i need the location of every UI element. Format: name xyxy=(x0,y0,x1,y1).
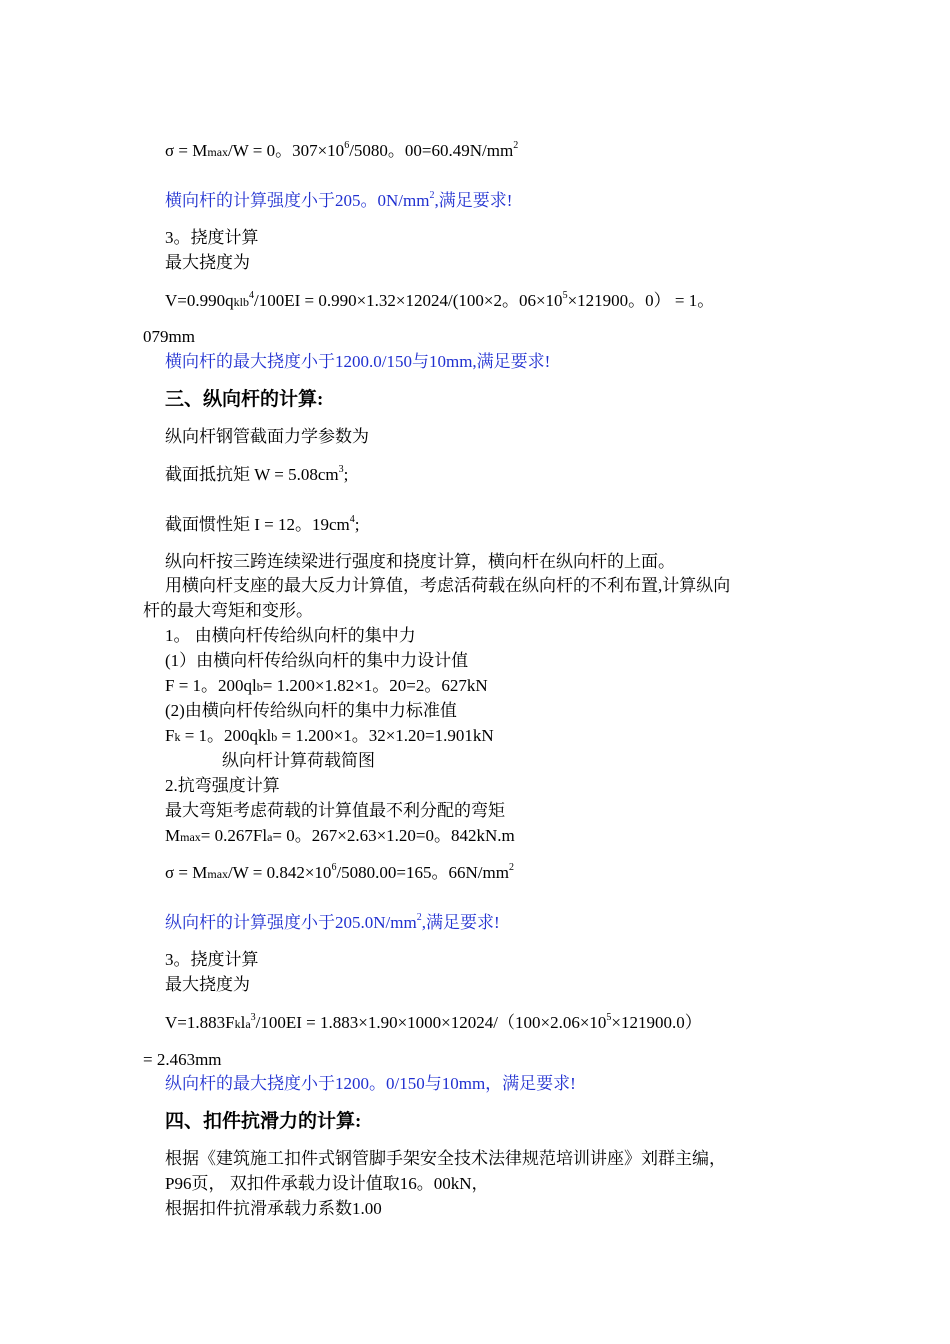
note-stress-longitudinal-ok: 纵向杆的计算强度小于$205.0N/mm^2$,满足要求! xyxy=(165,912,500,932)
formula-force-standard: Fk = 1。200qklb = 1.200×1。32×1.20=1.901kN xyxy=(165,726,494,745)
text-max-deflection: 最大挠度为 xyxy=(165,253,250,272)
text-section-params: 纵向杆钢管截面力学参数为 xyxy=(165,427,369,446)
formula-moment: Mmax= 0.267Fla= 0。267×2.63×1.20=0。842kN.m xyxy=(165,826,515,845)
note-stress-transverse-ok: 横向杆的计算强度小于205。$0N/mm^2$,满足要求! xyxy=(165,190,513,210)
text-max-deflection: 最大挠度为 xyxy=(165,975,250,994)
formula-stress-longitudinal: $\sigma = Mmax/W = 0.842\times 10^6/5080.00=165$。$66N/mm^2$ xyxy=(165,862,514,882)
formula-deflection-transverse: V=0.990qklb$^4$/100EI = 0.990×1.32×12024/(100×2。$06\times 10^5\times 121900$。0） = 1。 xyxy=(165,290,715,310)
subheading-deflection: 3。挠度计算 xyxy=(165,228,259,247)
section-heading-fastener: 四、扣件抗滑力的计算: xyxy=(165,1111,362,1132)
formula-deflection-transverse-cont: 079mm xyxy=(143,327,195,346)
text-max-moment: 最大弯矩考虑荷载的计算值最不利分配的弯矩 xyxy=(165,801,505,820)
text-design-value: (1）由横向杆传给纵向杆的集中力设计值 xyxy=(165,651,469,670)
formula-force-design: F = 1。200qlb= 1.200×1.82×1。20=2。627kN xyxy=(165,676,488,695)
paragraph-line: P96页， 双扣件承载力设计值取16。00kN， xyxy=(165,1174,489,1193)
caption-load-diagram: 纵向杆计算荷载简图 xyxy=(222,751,375,770)
formula-stress-transverse: σ = Mmax/W = 0。$307\times 10^6/5080$。$00=60.49N/mm^2$ xyxy=(165,140,519,160)
paragraph-line: 杆的最大弯矩和变形。 xyxy=(143,601,313,620)
paragraph-line: 根据《建筑施工扣件式钢管脚手架安全技术法律规范培训讲座》刘群主编， xyxy=(165,1149,726,1168)
note-deflection-longitudinal-ok: 纵向杆的最大挠度小于1200。0/150与10mm，满足要求! xyxy=(165,1074,576,1093)
subheading-bending: 2.抗弯强度计算 xyxy=(165,776,280,795)
formula-deflection-longitudinal-cont: = 2.463mm xyxy=(143,1050,222,1069)
paragraph-line: 用横向杆支座的最大反力计算值，考虑活荷载在纵向杆的不利布置,计算纵向 xyxy=(165,576,731,595)
paragraph-line: 根据扣件抗滑承载力系数1.00 xyxy=(165,1199,382,1218)
subheading-concentrated-force: 1。 由横向杆传给纵向杆的集中力 xyxy=(165,626,416,645)
section-heading-longitudinal: 三、纵向杆的计算: xyxy=(165,389,324,410)
text-moment-of-inertia: 截面惯性矩 I = 12。$19cm^4$; xyxy=(165,514,360,534)
paragraph-line: 纵向杆按三跨连续梁进行强度和挠度计算，横向杆在纵向杆的上面。 xyxy=(165,552,675,571)
note-deflection-transverse-ok: 横向杆的最大挠度小于1200.0/150与10mm,满足要求! xyxy=(165,352,551,371)
subheading-deflection: 3。挠度计算 xyxy=(165,950,259,969)
formula-deflection-longitudinal: V=1.883Fkla$^3$/100EI = $1.883\times 1.90\times 1000\times 12024/(100\times 2.06\times 10^5\times 121900.0)$ xyxy=(165,1012,702,1032)
text-section-modulus: 截面抵抗矩 $W = 5.08cm^3$; xyxy=(165,464,349,484)
text-standard-value: (2)由横向杆传给纵向杆的集中力标准值 xyxy=(165,701,457,720)
